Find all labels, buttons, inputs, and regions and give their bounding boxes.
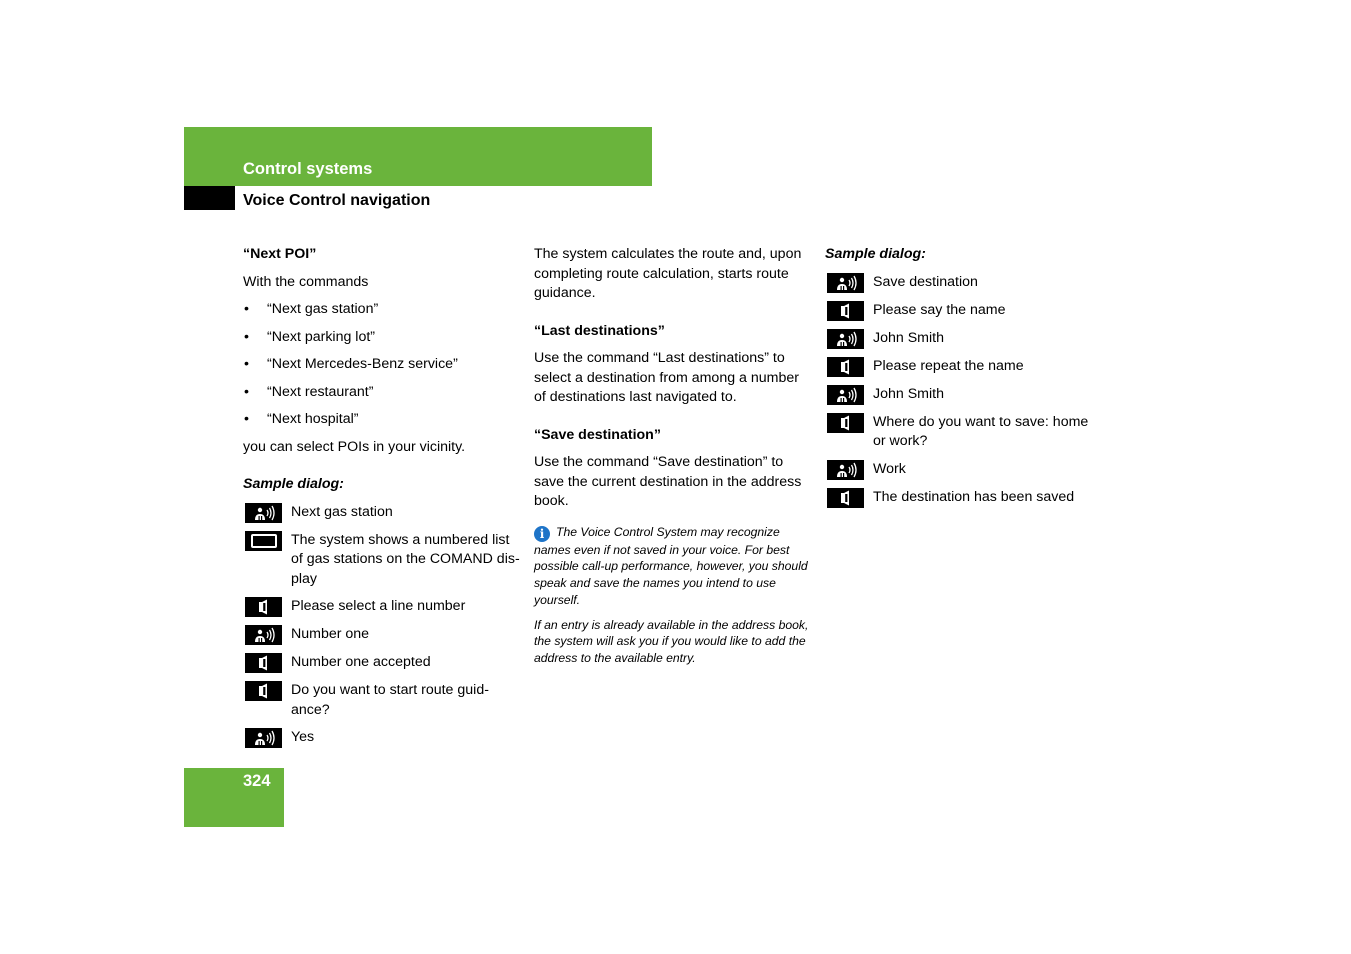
heading-next-poi: “Next POI” bbox=[243, 246, 317, 262]
system-speaks-icon bbox=[245, 653, 282, 673]
dialog-row bbox=[243, 597, 523, 617]
list-item-text: “Next hospital” bbox=[267, 411, 359, 427]
dialog-row bbox=[243, 653, 523, 673]
dialog-text: John Smith bbox=[873, 385, 944, 402]
list-item bbox=[243, 328, 523, 348]
dialog-text: Please repeat the name bbox=[873, 357, 1024, 374]
page-subtitle: Voice Control navigation bbox=[243, 192, 431, 209]
list-item-text: “Next restaurant” bbox=[267, 383, 374, 400]
list-item-text: “Next Mercedes-Benz service” bbox=[267, 356, 458, 372]
outro-text: you can select POIs in your vicinity. bbox=[243, 438, 466, 455]
system-speaks-icon bbox=[827, 357, 864, 377]
intro-text: With the commands bbox=[243, 273, 369, 290]
bullet-icon: • bbox=[244, 383, 249, 400]
dialog-row bbox=[825, 357, 1100, 377]
system-speaks-icon bbox=[827, 488, 864, 508]
system-speaks-icon bbox=[827, 413, 864, 433]
list-item bbox=[243, 300, 523, 320]
heading-save-destination: “Save destination” bbox=[534, 426, 661, 443]
dialog-row bbox=[243, 728, 523, 748]
user-speaks-icon bbox=[245, 625, 282, 645]
bullet-icon: • bbox=[244, 301, 249, 317]
dialog-text: Please say the name bbox=[873, 301, 1006, 318]
dialog-row bbox=[243, 625, 523, 645]
sample-dialog-label: Sample dialog: bbox=[825, 246, 926, 262]
user-speaks-icon bbox=[827, 460, 864, 480]
sample-dialog bbox=[243, 503, 523, 749]
bullet-icon: • bbox=[244, 411, 249, 427]
dialog-row bbox=[825, 488, 1100, 508]
user-speaks-icon bbox=[245, 503, 282, 523]
list-item-text: “Next parking lot” bbox=[267, 328, 376, 345]
dialog-row bbox=[825, 413, 1100, 452]
info-note bbox=[534, 524, 809, 609]
system-speaks-icon bbox=[245, 681, 282, 701]
command-list bbox=[243, 300, 523, 430]
system-speaks-icon bbox=[245, 597, 282, 617]
dialog-row bbox=[243, 531, 523, 590]
dialog-text: Number one bbox=[291, 626, 370, 642]
user-speaks-icon bbox=[827, 385, 864, 405]
section-title: Control systems bbox=[243, 160, 373, 178]
sample-dialog-label: Sample dialog: bbox=[243, 476, 344, 492]
dialog-text: Do you want to start route guid-ance? bbox=[291, 682, 489, 718]
dialog-row bbox=[825, 273, 1100, 293]
column-1 bbox=[243, 245, 523, 756]
bullet-icon: • bbox=[244, 356, 249, 372]
column-2 bbox=[534, 245, 809, 675]
list-item bbox=[243, 410, 523, 430]
dialog-text: Save destination bbox=[873, 273, 978, 290]
heading-last-destinations: “Last destinations” bbox=[534, 322, 665, 339]
dialog-text: Next gas station bbox=[291, 503, 393, 520]
dialog-text: Please select a line number bbox=[291, 598, 466, 614]
list-item bbox=[243, 383, 523, 403]
dialog-text: John Smith bbox=[873, 329, 944, 346]
user-speaks-icon bbox=[245, 728, 282, 748]
save-destination-text: Use the command “Save destination” to save the current destination in the address book. bbox=[534, 454, 802, 509]
column-3 bbox=[825, 245, 1100, 516]
user-speaks-icon bbox=[827, 273, 864, 293]
section-marker bbox=[184, 186, 235, 210]
display-screen-icon bbox=[245, 531, 282, 551]
note-text-2: If an entry is already available in the address book, the system will ask you if you would like to add the address to the available entry. bbox=[534, 617, 809, 666]
list-item-text: “Next gas station” bbox=[267, 301, 379, 317]
system-speaks-icon bbox=[827, 301, 864, 321]
dialog-text: Yes bbox=[291, 729, 315, 745]
dialog-text: Where do you want to save: home or work? bbox=[873, 413, 1089, 449]
dialog-text: The destination has been saved bbox=[873, 488, 1075, 505]
route-text: The system calculates the route and, upon completing route calculation, starts route guidance. bbox=[534, 246, 802, 301]
page-number: 324 bbox=[243, 772, 271, 790]
dialog-row bbox=[825, 329, 1100, 349]
dialog-row bbox=[243, 681, 523, 720]
dialog-row bbox=[825, 460, 1100, 480]
last-destinations-text: Use the command “Last destinations” to select a destination from among a number of destinations last navigated to. bbox=[534, 350, 799, 405]
sample-dialog bbox=[825, 273, 1100, 508]
dialog-text: Work bbox=[873, 460, 906, 477]
list-item bbox=[243, 355, 523, 375]
dialog-text: Number one accepted bbox=[291, 654, 431, 670]
dialog-row bbox=[825, 385, 1100, 405]
dialog-row bbox=[243, 503, 523, 523]
info-icon: i bbox=[534, 526, 550, 542]
user-speaks-icon bbox=[827, 329, 864, 349]
dialog-row bbox=[825, 301, 1100, 321]
note-text: The Voice Control System may recognize names even if not saved in your voice. For best possible call-up performance, however, you should speak and save the names you intend to use yourself. bbox=[534, 524, 808, 607]
bullet-icon: • bbox=[244, 328, 249, 345]
dialog-text: The system shows a numbered list of gas stations on the COMAND dis-play bbox=[291, 531, 520, 587]
